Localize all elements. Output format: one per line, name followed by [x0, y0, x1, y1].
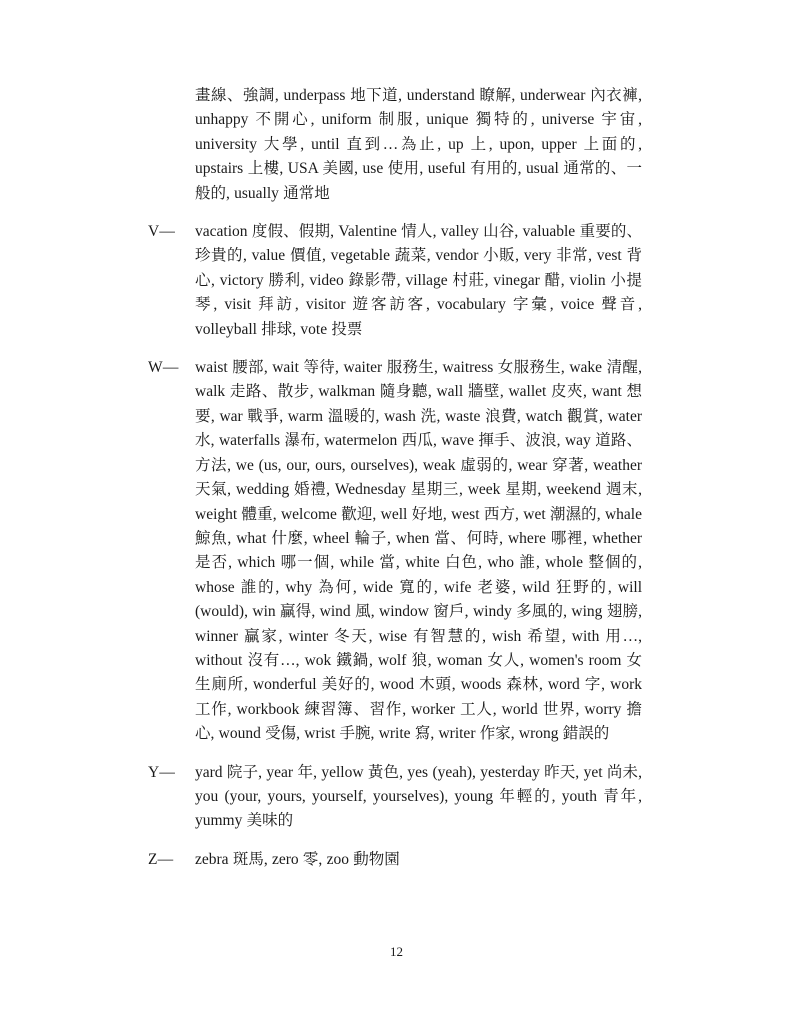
entry-word-list: 畫線、強調, underpass 地下道, understand 瞭解, underwear 內衣褲, unhappy 不開心, uniform 制服, unique 獨特的, universe 宇宙, university 大學, until 直到…為止, up 上, upon, upper 上面的, upstairs 上樓, USA 美國, use 使用, useful 有用的, usual 通常的、一般的, usually 通常地: [195, 87, 642, 202]
page-number: 12: [390, 944, 403, 959]
vocabulary-list: [148, 84, 642, 886]
entry-letter-marker-y: Y—: [148, 763, 176, 781]
entry-word-list-v: vacation 度假、假期, Valentine 情人, valley 山谷, valuable 重要的、珍貴的, value 價值, vegetable 蔬菜, vendor 小販, very 非常, vest 背心, victory 勝利, video 錄影帶, village 村莊, vinegar 醋, violin 小提琴, visit 拜訪, visitor 遊客訪客, vocabulary 字彙, voice 聲音, volleyball 排球, vote 投票: [195, 223, 642, 338]
entry-letter-marker-w: W—: [148, 359, 179, 377]
entry-word-list-y: yard 院子, year 年, yellow 黃色, yes (yeah), yesterday 昨天, yet 尚未, you (your, yours, yourself, yourselves), young 年輕的, youth 青年, yummy 美味的: [195, 763, 642, 830]
vocabulary-entry-v: [148, 220, 642, 342]
vocabulary-entry-w: [148, 356, 642, 747]
vocabulary-entry-z: [148, 848, 642, 872]
entry-word-list-w: waist 腰部, wait 等待, waiter 服務生, waitress 女服務生, wake 清醒, walk 走路、散步, walkman 隨身聽, wall 牆壁, wallet 皮夾, want 想要, war 戰爭, warm 溫暖的, wash 洗, waste 浪費, watch 觀賞, water 水, waterfalls 瀑布, watermelon 西瓜, wave 揮手、波浪, way 道路、方法, we (us, our, ours, ourselves), weak 虛弱的, wear 穿著, weather 天氣, wedding 婚禮, Wednesday 星期三, week 星期, weekend 週末, weight 體重, welcome 歡迎, well 好地, west 西方, wet 潮濕的, whale 鯨魚, what 什麼, wheel 輪子, when 當、何時, where 哪裡, whether 是否, which 哪一個, while 當, white 白色, who 誰, whole 整個的, whose 誰的, why 為何, wide 寬的, wife 老婆, wild 狂野的, will (would), win 贏得, wind 風, window 窗戶, windy 多風的, wing 翅膀, winner 贏家, winter 冬天, wise 有智慧的, wish 希望, with 用…, without 沒有…, wok 鐵鍋, wolf 狼, woman 女人, women's room 女生廁所, wonderful 美好的, wood 木頭, woods 森林, word 字, work 工作, workbook 練習簿、習作, worker 工人, world 世界, worry 擔心, wound 受傷, wrist 手腕, write 寫, writer 作家, wrong 錯誤的: [195, 359, 642, 743]
entry-word-list-z: zebra 斑馬, zero 零, zoo 動物園: [195, 850, 400, 868]
entry-letter-marker-v: V—: [148, 223, 176, 241]
vocabulary-entry-u-continued: [148, 84, 642, 206]
vocabulary-entry-y: [148, 761, 642, 834]
entry-letter-marker-z: Z—: [148, 850, 174, 868]
